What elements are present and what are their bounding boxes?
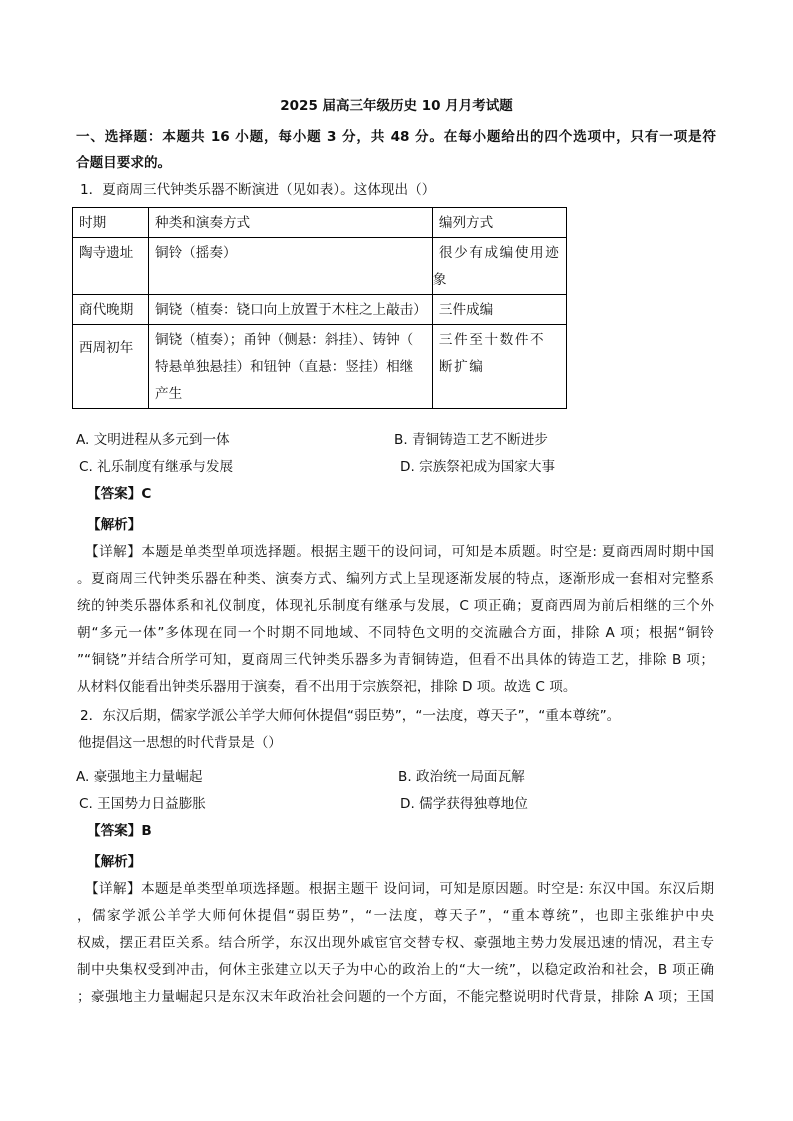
table-cell-arrangement	[432, 325, 566, 409]
table-cell-period: 西周初年	[73, 325, 149, 409]
table-header-cell: 时期	[73, 208, 149, 238]
cell-line: 铜铙（植奏）；甬钟（侧悬：斜挂）、铸钟（	[155, 332, 414, 348]
q1-detail-line: 朝“多元一体”多体现在同一个时期不同地域、不同特色文明的交流融合方面，排除 A 项；根据“铜铃	[77, 625, 714, 641]
q1-option-a: A. 文明进程从多元到一体	[76, 432, 230, 448]
cell-line: 特悬单独悬挂）和钮钟（直悬：竖挂）相继	[155, 359, 414, 375]
table-header-row	[73, 208, 567, 238]
q1-detail-line: ”“铜铙”并结合所学可知，夏商周三代钟类乐器多为青铜铸造，但看不出具体的铸造工艺，排除 B 项；	[77, 652, 714, 668]
cell-line: 三件至十数件不	[438, 332, 546, 348]
cell-line: 铜铙（植奏：铙口向上放置于木柱之上敲击）	[155, 302, 427, 318]
q1-option-d: D. 宗族祭祀成为国家大事	[400, 459, 556, 475]
answer-label: 【答案】	[87, 823, 142, 839]
section-instruction-line-2: 合题目要求的。	[76, 155, 172, 171]
exam-title: 2025 届高三年级历史 10 月月考试题	[280, 98, 513, 114]
cell-line: 三件成编	[438, 302, 494, 318]
table-cell-kind	[149, 295, 433, 325]
answer-value: B	[141, 823, 152, 839]
cell-line: 产生	[155, 386, 183, 402]
table-cell-arrangement	[432, 295, 566, 325]
q2-option-d: D. 儒学获得独尊地位	[400, 796, 528, 812]
q1-option-c: C. 礼乐制度有继承与发展	[79, 459, 234, 475]
q2-detail-line: ，儒家学派公羊学大师何休提倡“弱臣势”，“一法度，尊天子”，“重本尊统”，也即主张维护中央	[77, 908, 714, 924]
q2-detail-line: ；豪强地主力量崛起只是东汉末年政治社会问题的一个方面，不能完整说明时代背景，排除 A 项；王国	[77, 989, 714, 1005]
table-header-cell: 种类和演奏方式	[149, 208, 433, 238]
table-row	[73, 325, 567, 409]
q1-detail-line: 从材料仅能看出钟类乐器用于演奏，看不出用于宗族祭祀，排除 D 项。故选 C 项。	[77, 679, 577, 695]
table-header-cell: 编列方式	[432, 208, 566, 238]
q2-analysis-label: 【解析】	[87, 854, 142, 870]
q2-option-b: B. 政治统一局面瓦解	[398, 769, 525, 785]
table-cell-period: 陶寺遗址	[73, 238, 149, 295]
answer-label: 【答案】	[87, 486, 142, 502]
q2-detail-line: 【详解】本题是单类型单项选择题。根据主题干 设问词，可知是原因题。时空是: 东汉中国。东汉后期	[85, 881, 714, 897]
table-cell-kind	[149, 325, 433, 409]
cell-line: 铜铃（摇奏）	[155, 245, 237, 261]
q2-answer	[87, 822, 727, 840]
q1-answer	[87, 485, 727, 503]
q1-detail-line: 。夏商周三代钟类乐器在种类、演奏方式、编列方式上呈现逐渐发展的特点，逐渐形成一套相对完整系	[77, 571, 714, 587]
instrument-table	[72, 207, 567, 409]
cell-line: 很少有成编使用迹	[438, 245, 561, 261]
q2-option-c: C. 王国势力日益膨胀	[79, 796, 206, 812]
q2-detail-line: 制中央集权受到冲击，何休主张建立以天子为中心的政治上的“大一统”，以稳定政治和社会，B 项正确	[77, 962, 714, 978]
q2-detail-line: 权威，摆正君臣关系。结合所学，东汉出现外戚宦官交替专权、豪强地主势力发展迅速的情况，君主专	[77, 935, 714, 951]
cell-line: 断扩编	[438, 359, 485, 375]
q1-detail-line: 【详解】本题是单类型单项选择题。根据主题干的设问词，可知是本质题。时空是: 夏商西周时期中国	[85, 544, 714, 560]
q1-analysis-label: 【解析】	[87, 517, 142, 533]
table-cell-arrangement	[432, 238, 566, 295]
table-row	[73, 295, 567, 325]
question-2-stem-line-1: 2．东汉后期，儒家学派公羊学大师何休提倡“弱臣势”，“一法度，尊天子”，“重本尊统”。	[80, 708, 621, 724]
question-2-stem-line-2: 他提倡这一思想的时代背景是（）	[78, 735, 282, 751]
q1-option-b: B. 青铜铸造工艺不断进步	[394, 432, 548, 448]
section-instruction-line-1: 一、选择题：本题共 16 小题，每小题 3 分，共 48 分。在每小题给出的四个选项中，只有一项是符	[76, 129, 716, 145]
question-1-stem: 1．夏商周三代钟类乐器不断演进（见如表）。这体现出（）	[80, 182, 436, 198]
q1-detail-line: 统的钟类乐器体系和礼仪制度，体现礼乐制度有继承与发展，C 项正确；夏商西周为前后相继的三个外	[77, 598, 714, 614]
table-cell-period: 商代晚期	[73, 295, 149, 325]
table-cell-kind	[149, 238, 433, 295]
cell-line: 象	[432, 272, 449, 288]
q2-option-a: A. 豪强地主力量崛起	[76, 769, 203, 785]
table-row	[73, 238, 567, 295]
answer-value: C	[141, 486, 152, 502]
